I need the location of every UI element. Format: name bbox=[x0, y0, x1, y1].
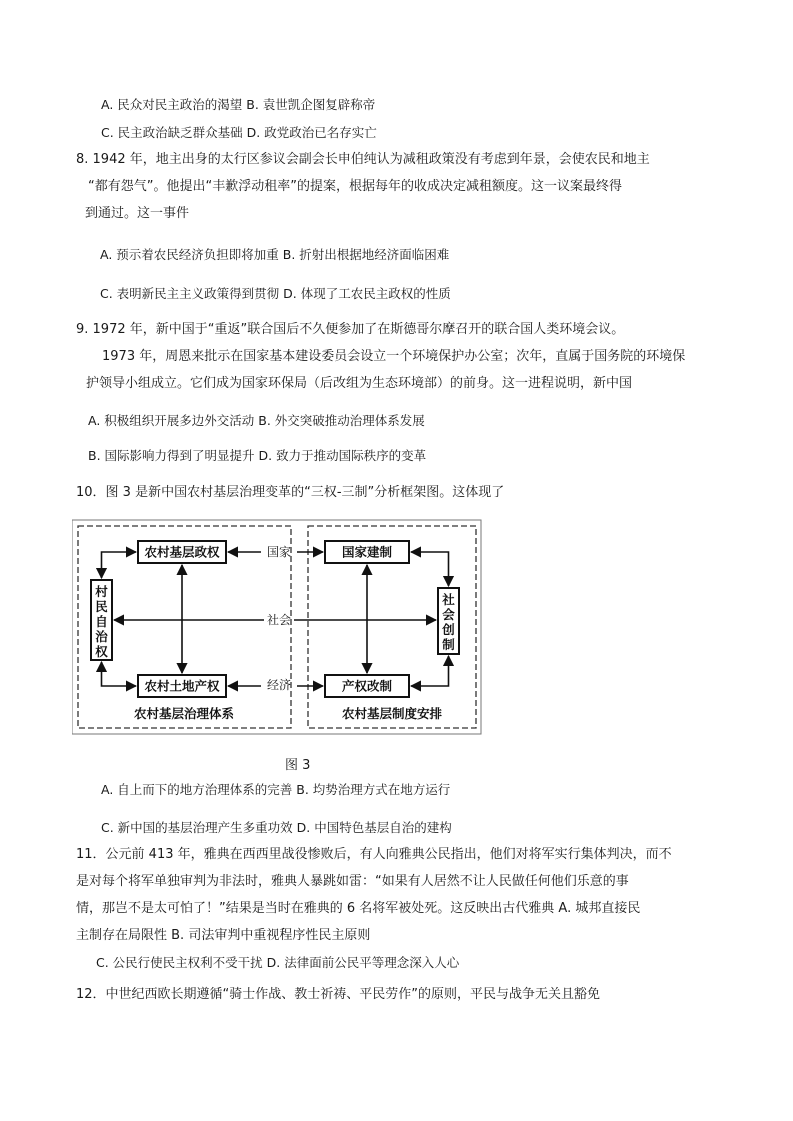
q8-stem-line3: 到通过。这一事件 bbox=[85, 206, 190, 221]
q8-options-ab: A. 预示着农民经济负担即将加重 B. 折射出根据地经济面临困难 bbox=[100, 247, 450, 262]
right-top-connector bbox=[411, 552, 449, 586]
governance-framework-diagram bbox=[72, 518, 484, 736]
q10-stem-line1: 10．图 3 是新中国农村基层治理变革的“三权-三制”分析框架图。这体现了 bbox=[76, 485, 505, 500]
q11-stem-line4: 主制存在局限性 B. 司法审判中重视程序性民主原则 bbox=[76, 928, 371, 943]
q12-stem-line1: 12．中世纪西欧长期遵循“骑士作战、教士祈祷、平民劳作”的原则，平民与战争无关且豁免 bbox=[76, 987, 601, 1002]
q9-stem-line3: 护领导小组成立。它们成为国家环保局（后改组为生态环境部）的前身。这一进程说明，新中国 bbox=[86, 376, 633, 391]
q9-options-cd: B. 国际影响力得到了明显提升 D. 致力于推动国际秩序的变革 bbox=[88, 448, 427, 463]
q7-options-cd: C. 民主政治缺乏群众基础 D. 政党政治已名存实亡 bbox=[101, 125, 377, 140]
right-bottom-connector bbox=[411, 656, 449, 686]
q9-stem-line2: 1973 年，周恩来批示在国家基本建设委员会设立一个环境保护办公室；次年，直属于国务院的环境保 bbox=[102, 349, 686, 364]
social-char-1: 社 bbox=[442, 592, 455, 607]
state-institution-label: 国家建制 bbox=[341, 544, 393, 560]
right-frame-title: 农村基层制度安排 bbox=[341, 706, 443, 721]
q11-stem-line3: 情，那岂不是太可怕了！”结果是当时在雅典的 6 名将军被处死。这反映出古代雅典 A. 城邦直接民 bbox=[76, 901, 641, 916]
q11-stem-line1: 11．公元前 413 年，雅典在西西里战役惨败后，有人向雅典公民指出，他们对将军实行集体判决，而不 bbox=[76, 847, 672, 862]
left-top-connector bbox=[102, 552, 137, 578]
villager-char-2: 民 bbox=[95, 599, 108, 614]
villager-char-4: 治 bbox=[95, 629, 108, 644]
q10-options-ab: A. 自上而下的地方治理体系的完善 B. 均势治理方式在地方运行 bbox=[101, 782, 451, 797]
q7-options-ab: A. 民众对民主政治的渴望 B. 袁世凯企图复辟称帝 bbox=[101, 97, 376, 112]
q8-options-cd: C. 表明新民主主义政策得到贯彻 D. 体现了工农民主政权的性质 bbox=[100, 286, 451, 301]
social-char-4: 制 bbox=[442, 637, 455, 652]
q9-options-ab: A. 积极组织开展多边外交活动 B. 外交突破推动治理体系发展 bbox=[88, 413, 425, 428]
q8-stem-line2: “都有怨气”。他提出“丰歉浮动租率”的提案，根据每年的收成决定减租额度。这一议案最终得 bbox=[88, 179, 622, 194]
left-bottom-connector bbox=[102, 662, 137, 686]
social-char-3: 创 bbox=[442, 622, 455, 637]
q11-stem-line2: 是对每个将军单独审判为非法时，雅典人暴跳如雷：“如果有人居然不让人民做任何他们乐意的事 bbox=[76, 874, 629, 889]
rural-government-label: 农村基层政权 bbox=[144, 544, 220, 560]
rural-land-rights-label: 农村土地产权 bbox=[144, 678, 220, 694]
social-char-2: 会 bbox=[442, 607, 455, 622]
society-level-label: 社会 bbox=[266, 613, 292, 627]
left-frame-title: 农村基层治理体系 bbox=[133, 706, 235, 721]
villager-char-5: 权 bbox=[95, 644, 108, 659]
villager-char-1: 村 bbox=[95, 584, 108, 599]
state-level-label: 国家 bbox=[266, 545, 292, 559]
villager-char-3: 自 bbox=[95, 614, 108, 629]
q9-stem-line1: 9. 1972 年，新中国于“重返”联合国后不久便参加了在斯德哥尔摩召开的联合国人类环境会议。 bbox=[76, 322, 625, 337]
figure-caption: 图 3 bbox=[285, 758, 311, 773]
q10-options-cd: C. 新中国的基层治理产生多重功效 D. 中国特色基层自治的建构 bbox=[101, 820, 452, 835]
property-reform-label: 产权改制 bbox=[341, 678, 393, 694]
q11-options-cd: C. 公民行使民主权利不受干扰 D. 法律面前公民平等理念深入人心 bbox=[96, 955, 460, 970]
economy-level-label: 经济 bbox=[266, 678, 292, 692]
q8-stem-line1: 8. 1942 年，地主出身的太行区参议会副会长申伯纯认为减租政策没有考虑到年景，会使农民和地主 bbox=[76, 152, 650, 167]
